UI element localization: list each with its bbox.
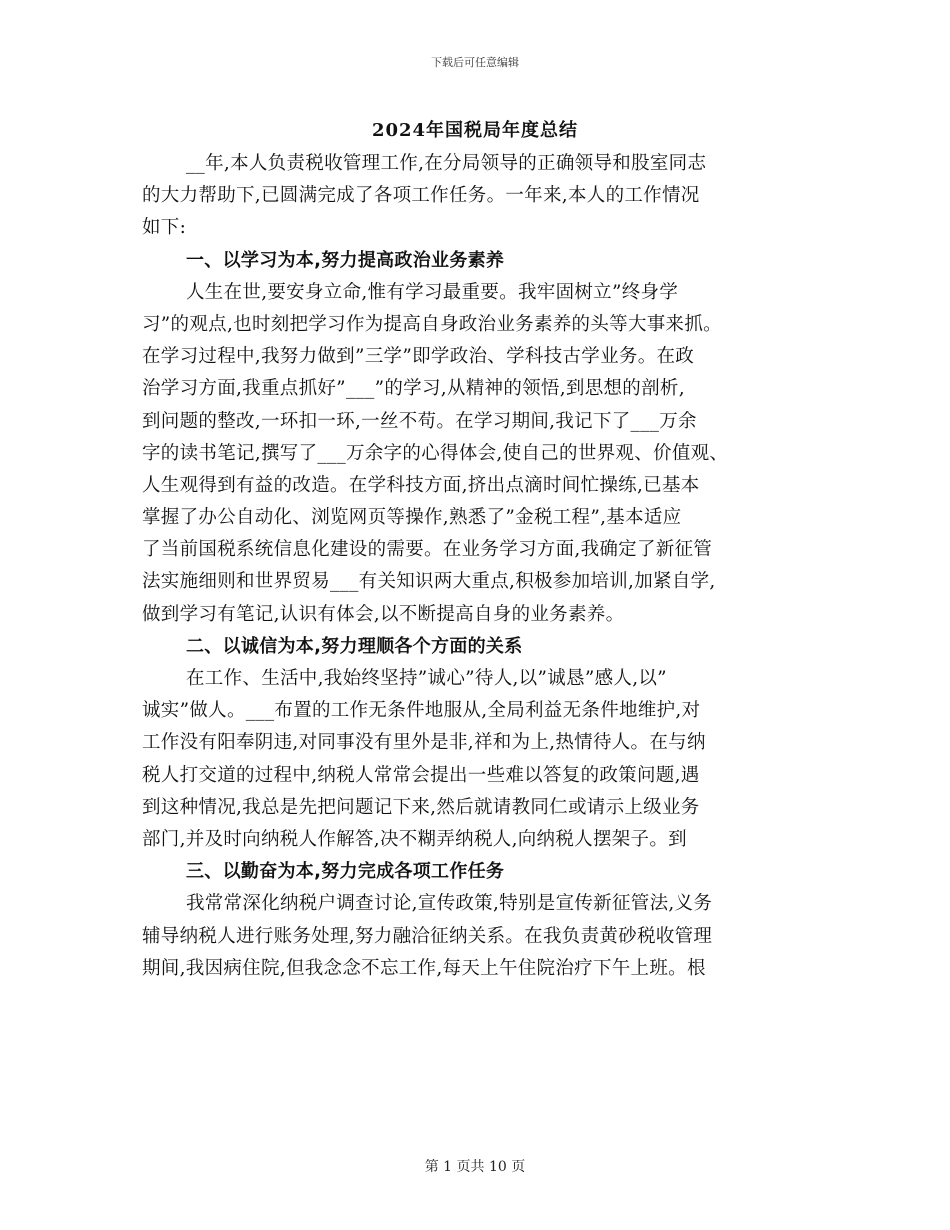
paragraph-line: 如下: <box>142 217 187 239</box>
paragraph-line: 人生在世,要安身立命,惟有学习最重要。我牢固树立”终身学 <box>186 281 679 303</box>
paragraph-line: 人生观得到有益的改造。在学科技方面,挤出点滴时间忙操练,已基本 <box>142 474 700 496</box>
paragraph-line: 在工作、生活中,我始终坚持”诚心”待人,以”诚恳”感人,以” <box>186 668 667 689</box>
header-note: 下载后可任意编辑 <box>431 56 519 69</box>
paragraph-line: 诚实”做人。___布置的工作无条件地服从,全局利益无条件地维护,对 <box>142 700 701 722</box>
paragraph-line: 期间,我因病住院,但我念念不忘工作,每天上午住院治疗下午上班。根 <box>142 957 706 979</box>
section-heading: 二、以诚信为本,努力理顺各个方面的关系 <box>186 635 523 657</box>
paragraph-line: 工作没有阳奉阴违,对同事没有里外是非,祥和为上,热情待人。在与纳 <box>142 732 706 754</box>
paragraph-line: 部门,并及时向纳税人作解答,决不糊弄纳税人,向纳税人摆架子。到 <box>142 828 687 850</box>
document-title: 2024年国税局年度总结 <box>371 120 579 141</box>
paragraph-line: 了当前国税系统信息化建设的需要。在业务学习方面,我确定了新征管 <box>142 539 713 561</box>
paragraph-line: 我常常深化纳税户调查讨论,宣传政策,特别是宣传新征管法,义务 <box>186 893 713 915</box>
paragraph-line: 做到学习有笔记,认识有体会,以不断提高自身的业务素养。 <box>142 603 625 625</box>
paragraph-line: 到问题的整改,一环扣一环,一丝不苟。在学习期间,我记下了___万余 <box>142 410 697 432</box>
paragraph-line: 掌握了办公自动化、浏览网页等操作,熟悉了”金税工程”,基本适应 <box>142 507 682 529</box>
paragraph-line: 税人打交道的过程中,纳税人常常会提出一些难以答复的政策问题,遇 <box>142 764 700 786</box>
paragraph-line: 的大力帮助下,已圆满完成了各项工作任务。一年来,本人的工作情况 <box>142 185 700 207</box>
paragraph-line: 治学习方面,我重点抓好”___”的学习,从精神的领悟,到思想的剖析, <box>142 378 685 400</box>
section-heading: 一、以学习为本,努力提高政治业务素养 <box>186 249 505 271</box>
paragraph-line: 到这种情况,我总是先把问题记下来,然后就请教同仁或请示上级业务 <box>142 796 700 818</box>
paragraph-line: 法实施细则和世界贸易___有关知识两大重点,积极参加培训,加紧自学, <box>142 571 716 593</box>
paragraph-line: __年,本人负责税收管理工作,在分局领导的正确领导和股室同志 <box>186 153 707 174</box>
section-heading: 三、以勤奋为本,努力完成各项工作任务 <box>186 861 505 883</box>
paragraph-line: 习”的观点,也时刻把学习作为提高自身政治业务素养的头等大事来抓。 <box>142 313 722 335</box>
paragraph-line: 辅导纳税人进行账务处理,努力融洽征纳关系。在我负责黄砂税收管理 <box>142 925 713 947</box>
document-body <box>142 148 812 985</box>
page-footer: 第 1 页共 10 页 <box>424 1159 526 1175</box>
paragraph-line: 字的读书笔记,撰写了___万余字的心得体会,使自己的世界观、价值观、 <box>142 442 729 464</box>
paragraph-line: 在学习过程中,我努力做到”三学”即学政治、学科技古学业务。在政 <box>142 346 695 368</box>
